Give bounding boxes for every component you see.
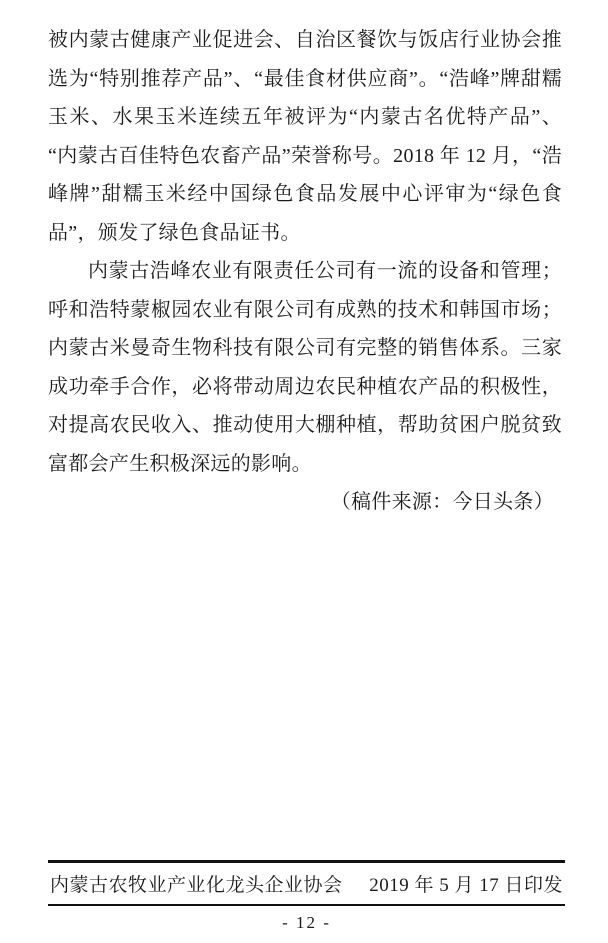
document-body xyxy=(48,21,562,522)
paragraph-cooperation: 内蒙古浩峰农业有限责任公司有一流的设备和管理；呼和浩特蒙椒园农业有限公司有成熟的技术和韩国市场；内蒙古米曼奇生物科技有限公司有完整的销售体系。三家成功牵手合作，必将带动周边农民种植农产品的积极性，对提高农民收入、推动使用大棚种植，帮助贫困户脱贫致富都会产生积极深远的影响。 xyxy=(48,260,562,475)
page-number: - 12 - xyxy=(282,913,331,932)
document-footer xyxy=(48,860,565,933)
footer-print-date: 2019 年 5 月 17 日印发 xyxy=(369,875,563,896)
paragraph-awards: 被内蒙古健康产业促进会、自治区餐饮与饭店行业协会推选为“特别推荐产品”、“最佳食材供应商”。“浩峰”牌甜糯玉米、水果玉米连续五年被评为“内蒙古名优特产品”、“内蒙古百佳特色农畜产品”荣誉称号。2018 年 12 月，“浩峰牌”甜糯玉米经中国绿色食品发展中心评审为“绿色食品”，颁发了绿色食品证书。 xyxy=(48,29,562,244)
source-attribution: （稿件来源：今日头条） xyxy=(330,491,554,513)
footer-issuer: 内蒙古农牧业产业化龙头企业协会 xyxy=(50,875,343,896)
footer-rule-band xyxy=(48,860,565,906)
